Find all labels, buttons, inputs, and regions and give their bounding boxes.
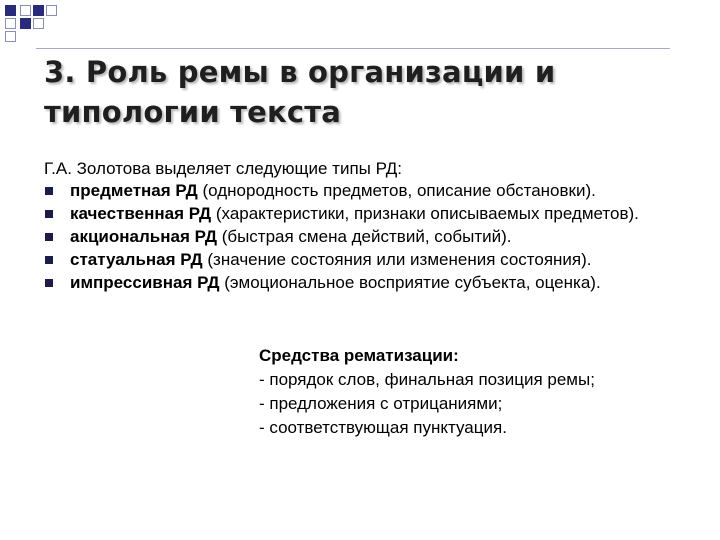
rematization-means	[259, 344, 595, 440]
type-term: импрессивная РД	[70, 273, 220, 292]
list-item	[44, 250, 704, 270]
means-item: - порядок слов, финальная позиция ремы;	[259, 370, 595, 389]
intro-text: Г.А. Золотова выделяет следующие типы РД:	[44, 159, 403, 178]
means-heading: Средства рематизации:	[259, 346, 459, 365]
decor-square-icon	[20, 18, 31, 29]
list-item	[44, 181, 704, 201]
square-bullet-icon	[45, 256, 53, 264]
decor-square-icon	[33, 5, 44, 16]
type-description: (эмоциональное восприятие субъекта, оценка).	[219, 273, 601, 292]
list-item	[44, 227, 704, 247]
decor-square-icon	[46, 5, 57, 16]
rd-types-list	[44, 181, 704, 296]
decor-square-icon	[5, 5, 16, 16]
square-bullet-icon	[45, 187, 53, 195]
type-description: (значение состояния или изменения состояния).	[202, 250, 592, 269]
list-item	[44, 204, 704, 224]
list-item	[44, 273, 704, 293]
decor-square-icon	[5, 18, 16, 29]
type-term: статуальная РД	[70, 250, 203, 269]
slide-title-line: 3. Роль ремы в организации и	[44, 55, 556, 89]
slide-title	[44, 52, 684, 132]
means-item: - предложения с отрицаниями;	[259, 394, 503, 413]
type-description: (быстрая смена действий, событий).	[216, 227, 512, 246]
square-bullet-icon	[45, 233, 53, 241]
title-divider	[36, 48, 670, 49]
type-description: (однородность предметов, описание обстановки).	[197, 181, 596, 200]
square-bullet-icon	[45, 210, 53, 218]
decor-square-icon	[33, 18, 44, 29]
square-bullet-icon	[45, 279, 53, 287]
type-description: (характеристики, признаки описываемых предметов).	[211, 204, 639, 223]
type-term: качественная РД	[70, 204, 212, 223]
type-term: предметная РД	[70, 181, 198, 200]
means-item: - соответствующая пунктуация.	[259, 418, 507, 437]
type-term: акциональная РД	[70, 227, 217, 246]
decor-square-icon	[20, 5, 31, 16]
decor-square-icon	[5, 31, 16, 42]
slide-title-line: типологии текста	[44, 95, 342, 129]
